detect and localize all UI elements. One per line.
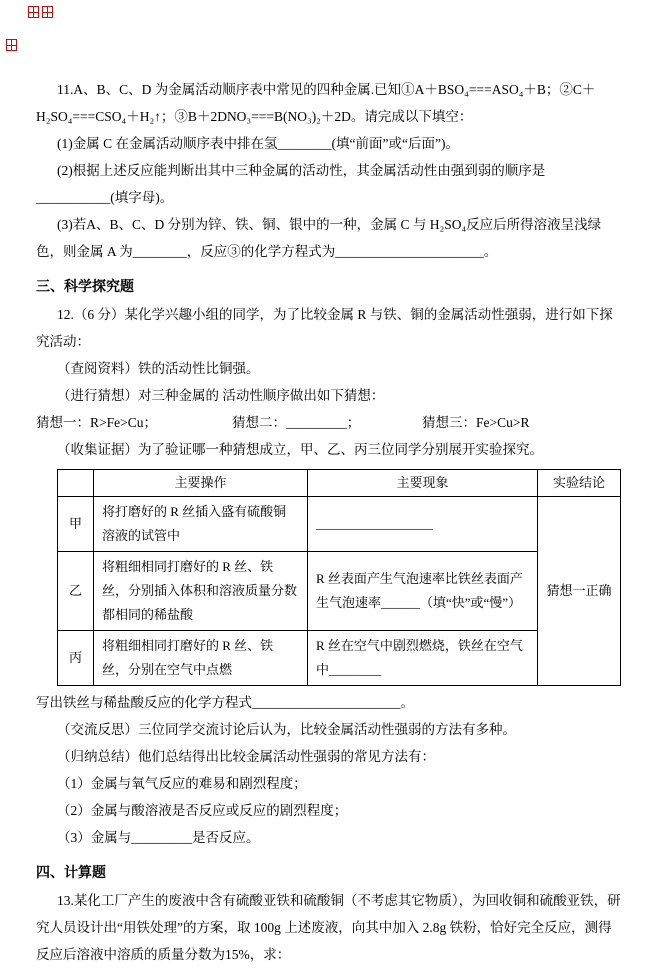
question-13-intro: 13.某化工厂产生的废液中含有硫酸亚铁和硫酸铜（不考虑其它物质），为回收铜和硫酸亚铁，研究人员设计出“用铁处理”的方案，取 100g 上述废液，向其中加入 2.8g 铁粉，恰好完全反应，测得反应后溶液中溶质的质量分数为15%，求： — [36, 893, 621, 962]
question-12-evidence: （收集证据）为了验证哪一种猜想成立，甲、乙、丙三位同学分别展开实验探究。 — [57, 442, 543, 457]
header-operation: 主要操作 — [94, 470, 308, 497]
question-12-reference: （查阅资料）铁的活动性比铜强。 — [57, 361, 260, 376]
phenomenon-jia: __________________ — [308, 497, 538, 552]
method-1: （1）金属与氧气反应的难易和剧烈程度； — [57, 776, 307, 791]
method-3: （3）金属与_________是否反应。 — [57, 830, 260, 845]
phenomenon-yi: R 丝表面产生气泡速率比铁丝表面产生气泡速率______（填“快”或“慢”） — [308, 552, 538, 631]
method-2: （2）金属与酸溶液是否反应或反应的剧烈程度； — [57, 803, 348, 818]
guess-2: 猜想二：_________； — [232, 415, 361, 430]
red-revision-mark-icon — [6, 39, 17, 51]
header-conclusion: 实验结论 — [538, 470, 621, 497]
table-row — [58, 497, 621, 552]
question-12-intro: 12.（6 分）某化学兴趣小组的同学，为了比较金属 R 与铁、铜的金属活动性强弱，进行如下探究活动： — [36, 307, 613, 349]
red-revision-mark-icon — [28, 6, 39, 18]
question-12-reflect: （交流反思）三位同学交流讨论后认为，比较金属活动性强弱的方法有多种。 — [57, 722, 516, 737]
question-11-part1: (1)金属 C 在金属活动顺序表中排在氢________(填“前面”或“后面”)。 — [57, 136, 459, 151]
student-jia: 甲 — [58, 497, 94, 552]
red-revision-mark-icon — [6, 39, 17, 51]
red-revision-mark-icon — [42, 6, 53, 18]
guess-1: 猜想一：R>Fe>Cu； — [36, 415, 157, 430]
question-11-intro: 11.A、B、C、D 为金属活动顺序表中常见的四种金属.已知①A＋BSO₄===ASO₄＋B；②C＋H₂SO₄===CSO₄＋H₂↑；③B＋2DNO₃===B(NO₃)₂＋2D。请完成以下填空： — [36, 82, 596, 124]
header-empty — [58, 470, 94, 497]
section-heading-explore: 三、科学探究题 — [36, 280, 134, 295]
table-row — [58, 631, 621, 686]
question-12-guess-intro: （进行猜想）对三种金属的 活动性顺序做出如下猜想： — [57, 388, 385, 403]
guess-3: 猜想三：Fe>Cu>R — [422, 415, 530, 430]
operation-yi: 将粗细相同打磨好的 R 丝、铁丝，分别插入体积和溶液质量分数都相同的稀盐酸 — [94, 552, 308, 631]
question-11-part3: (3)若A、B、C、D 分别为锌、铁、铜、银中的一种，金属 C 与 H₂SO₄反应后所得溶液呈浅绿色，则金属 A 为________，反应③的化学方程式为______________________。 — [36, 217, 602, 259]
section-heading-calculation: 四、计算题 — [36, 866, 106, 881]
phenomenon-bing: R 丝在空气中剧烈燃烧，铁丝在空气中________ — [308, 631, 538, 686]
student-yi: 乙 — [58, 552, 94, 631]
red-revision-mark-icon — [28, 6, 53, 18]
experiment-table — [57, 469, 621, 686]
question-12-summary: （归纳总结）他们总结得出比较金属活动性强弱的常见方法有： — [57, 749, 435, 764]
table-header-row — [58, 470, 621, 497]
equation-line: 写出铁丝与稀盐酸反应的化学方程式______________________。 — [36, 695, 414, 710]
student-bing: 丙 — [58, 631, 94, 686]
header-phenomenon: 主要现象 — [308, 470, 538, 497]
operation-jia: 将打磨好的 R 丝插入盛有硫酸铜溶液的试管中 — [94, 497, 308, 552]
table-row — [58, 552, 621, 631]
guess-row — [36, 409, 621, 436]
operation-bing: 将粗细相同打磨好的 R 丝、铁丝，分别在空气中点燃 — [94, 631, 308, 686]
question-11-part2: (2)根据上述反应能判断出其中三种金属的活动性，其金属活动性由强到弱的顺序是___________(填字母)。 — [36, 163, 546, 205]
conclusion-cell: 猜想一正确 — [538, 497, 621, 686]
